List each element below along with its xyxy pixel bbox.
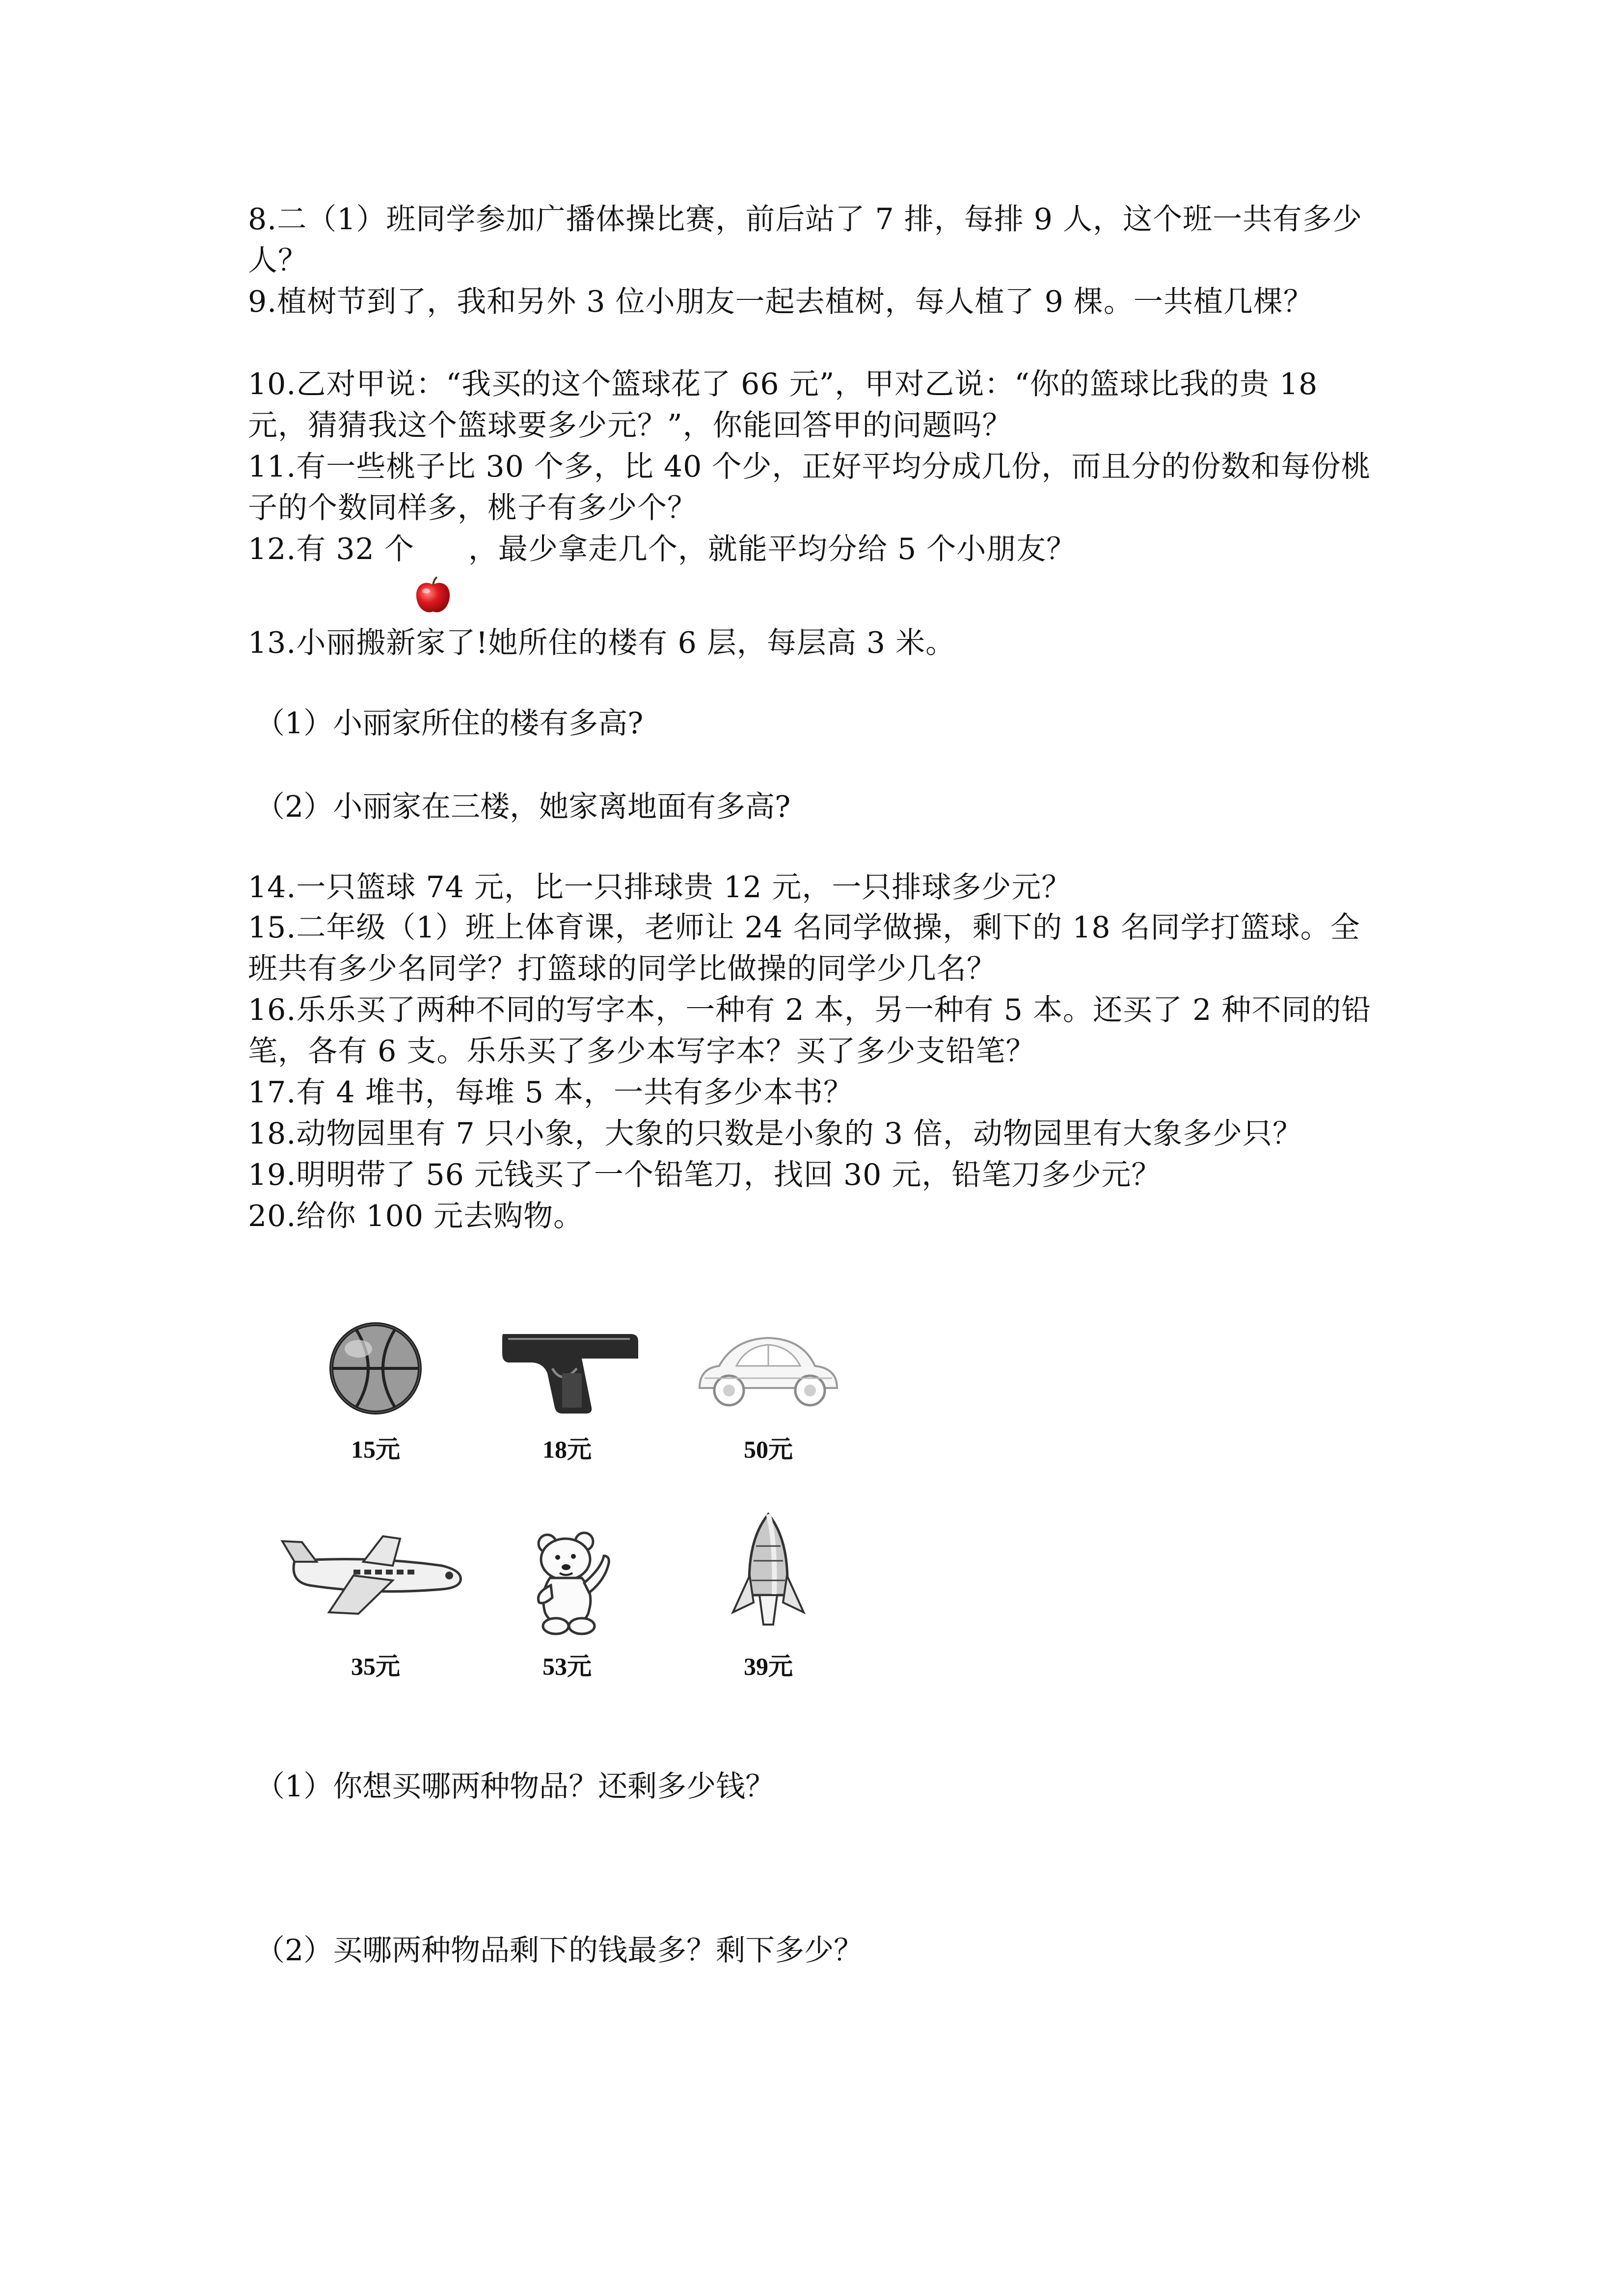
gun-price: 18元 bbox=[542, 1436, 592, 1463]
car-price: 50元 bbox=[744, 1436, 793, 1463]
question-10: 10.乙对甲说：“我买的这个篮球花了 66 元”，甲对乙说：“你的篮球比我的贵 18 元，猜猜我这个篮球要多少元？”，你能回答甲的问题吗？ bbox=[248, 367, 1318, 443]
toy-car-icon bbox=[690, 1319, 847, 1417]
question-9: 9.植树节到了，我和另外 3 位小朋友一起去植树，每人植了 9 棵。一共植几棵？ bbox=[248, 285, 1313, 319]
question-20: 20.给你 100 元去购物。 bbox=[248, 1199, 584, 1233]
question-13-part2: （2）小丽家在三楼，她家离地面有多高? bbox=[255, 790, 791, 824]
question-13-part1: （1）小丽家所住的楼有多高? bbox=[255, 706, 644, 741]
question-11: 11.有一些桃子比 30 个多，比 40 个少，正好平均分成几份，而且分的份数和每份桃子的个数同样多，桃子有多少个？ bbox=[248, 450, 1371, 525]
question-20-part1: （1）你想买哪两种物品？还剩多少钱？ bbox=[255, 1769, 775, 1804]
apple-icon bbox=[412, 575, 454, 616]
rocket-price: 39元 bbox=[744, 1653, 793, 1680]
plane-price: 35元 bbox=[351, 1653, 400, 1680]
ball-price: 15元 bbox=[351, 1436, 400, 1463]
question-20-part2: （2）买哪两种物品剩下的钱最多？剩下多少？ bbox=[255, 1933, 864, 1968]
teddy-bear-icon bbox=[520, 1529, 619, 1637]
toy-plane-icon bbox=[280, 1526, 466, 1625]
question-17: 17.有 4 堆书，每堆 5 本，一共有多少本书？ bbox=[248, 1075, 854, 1110]
question-18: 18.动物园里有 7 只小象，大象的只数是小象的 3 倍，动物园里有大象多少只？ bbox=[248, 1117, 1303, 1151]
bear-price: 53元 bbox=[542, 1653, 592, 1680]
question-12 bbox=[248, 529, 1387, 570]
question-8: 8.二（1）班同学参加广播体操比赛，前后站了 7 排，每排 9 人，这个班一共有多少人？ bbox=[248, 202, 1363, 278]
toy-rocket-icon bbox=[729, 1512, 808, 1634]
toy-gun-icon bbox=[498, 1319, 646, 1417]
ball-icon bbox=[326, 1319, 425, 1417]
question-12-part2: ，最少拿走几个，就能平均分给 5 个小朋友？ bbox=[468, 532, 1077, 566]
question-19: 19.明明带了 56 元钱买了一个铅笔刀，找回 30 元，铅笔刀多少元？ bbox=[248, 1158, 1162, 1192]
question-14: 14.一只篮球 74 元，比一只排球贵 12 元，一只排球多少元？ bbox=[248, 870, 1072, 905]
question-16: 16.乐乐买了两种不同的写字本，一种有 2 本，另一种有 5 本。还买了 2 种不同的铅笔，各有 6 支。乐乐买了多少本写字本？买了多少支铅笔？ bbox=[248, 993, 1372, 1068]
question-13: 13.小丽搬新家了!她所住的楼有 6 层，每层高 3 米。 bbox=[248, 626, 956, 660]
question-15: 15.二年级（1）班上体育课，老师让 24 名同学做操，剩下的 18 名同学打篮球。全班共有多少名同学？打篮球的同学比做操的同学少几名？ bbox=[248, 910, 1360, 986]
question-12-part1: 12.有 32 个 bbox=[248, 532, 414, 566]
